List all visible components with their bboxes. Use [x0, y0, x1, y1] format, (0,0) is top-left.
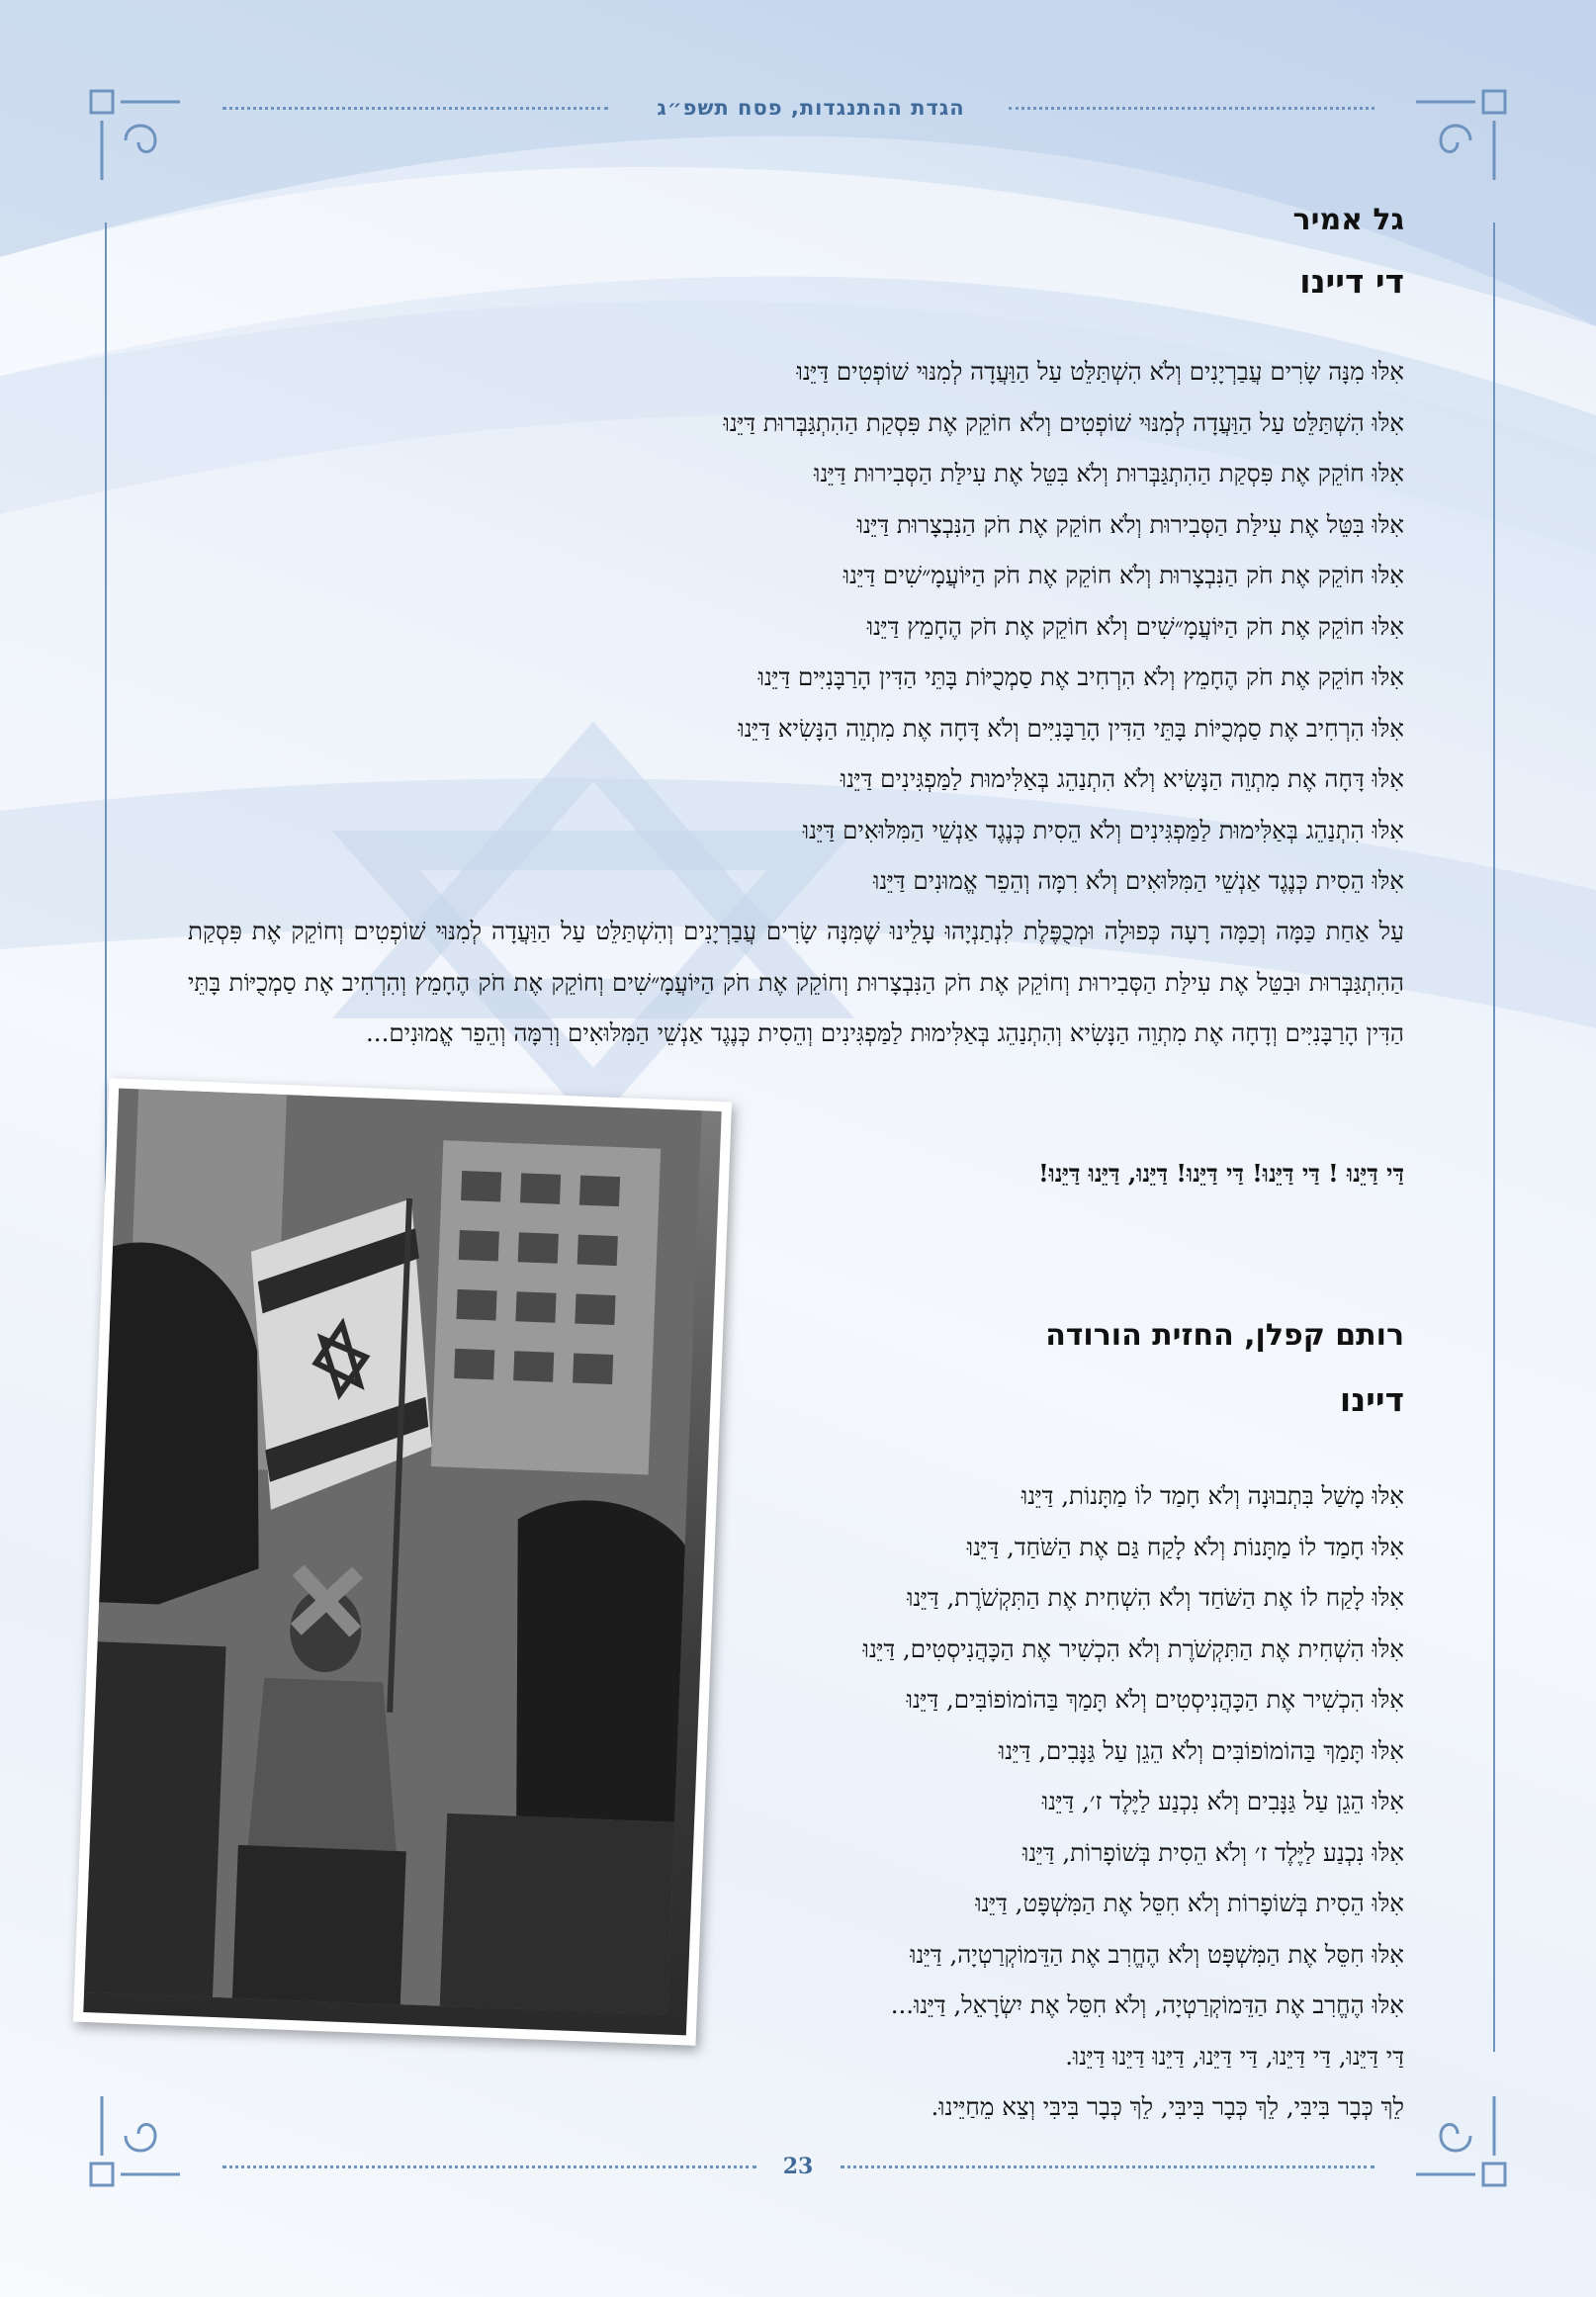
verse-line: אִלּוּ הִתְנַהֵג בְּאַלִּימוּת לַמַּפְגִּינִים וְלֹא הֵסִית כְּנֶגֶד אַנְשֵׁי הַמִּלּוּאִים דַּיֵּנוּ [802, 815, 1404, 844]
verse-line: דַּי דַּיֵּנוּ, דַּי דַּיֵּנוּ, דַּי דַּיֵּנוּ, דַּיֵּנוּ דַּיֵּנוּ דַּיֵּנוּ. [1065, 2041, 1404, 2071]
verse-line: לֵךְ כְּבָר בִּיבִּי, לֵךְ כְּבָר בִּיבִּי, לֵךְ כְּבָר בִּיבִּי וְצֵא מֵחַיֵּינוּ. [931, 2092, 1404, 2121]
page-number: 23 [782, 2154, 814, 2179]
verse-line: אִלּוּ הִשְׁחִית אֶת הַתִּקְשֹׁרֶת וְלֹא הִכְשִׁיר אֶת הַכָּהֲנִיסְטִים, דַּיֵּנוּ [862, 1634, 1404, 1663]
verse-line: אִלּוּ חוֹקֵק אֶת פִּסְקַת הַהִתְגַּבְּרוּת וְלֹא בִּטֵּל אֶת עִילַּת הַסְּבִירוּת דַּיֵּנוּ [814, 459, 1404, 487]
verse-line: אִלּוּ דָּחָה אֶת מִתְוֵה הַנָּשִׂיא וְלֹא הִתְנַהֵג בְּאַלִּימוּת לַמַּפְגִּינִים דַּיֵּנוּ [840, 764, 1404, 793]
verse-line: אִלּוּ הֵסִית בְּשׁוֹפָרוֹת וְלֹא חִסֵּל אֶת הַמִּשְׁפָּט, דַּיֵּנוּ [975, 1889, 1404, 1917]
verse-line: אִלּוּ חוֹקֵק אֶת חֹק הַנִּבְצָרוּת וְלֹא חוֹקֵק אֶת חֹק הַיּוֹעֲמָ״שִׁים דַּיֵּנוּ [842, 561, 1404, 589]
verse-line: אִלּוּ חוֹקֵק אֶת חֹק הֶחָמֵץ וְלֹא הִרְחִיב אֶת סַמְכֻיּוֹת בָּתֵּי הַדִּין הָרַבָּנִיִּים דַּיֵּנוּ [757, 663, 1404, 691]
frame-right-line [1493, 222, 1495, 2052]
verse-line: אִלּוּ הִרְחִיב אֶת סַמְכֻיּוֹת בָּתֵּי הַדִּין הָרַבָּנִיִּים וְלֹא דָּחָה אֶת מִתְוֵה הַנָּשִׂיא דַּיֵּנוּ [738, 713, 1404, 743]
verse-line: אִלּוּ הֶחֱרִב אֶת הַדֵּמוֹקְרַטְיָה, וְלֹא חִסֵּל אֶת יִשְׂרָאֵל, דַּיֵּנוּ... [890, 1990, 1404, 2019]
verse-line: אִלּוּ נִכְנַע לַיֶּלֶד ז׳ וְלֹא הֵסִית בְּשׁוֹפָרוֹת, דַּיֵּנוּ [1022, 1837, 1404, 1867]
section2-verses [593, 1470, 1404, 2133]
verse-line: אִלּוּ חִסֵּל אֶת הַמִּשְׁפָּט וְלֹא הֶחֱרִב אֶת הַדֵּמוֹקְרַטְיָה, דַּיֵּנוּ [910, 1939, 1404, 1969]
section2-title: דיינו [1339, 1380, 1404, 1419]
section1-refrain: דַּי דַּיֵּנוּ ! דַּי דַּיֵּנוּ! דַּי דַּיֵּנוּ! דַּיֵּנוּ, דַּיֵּנוּ דַּיֵּנוּ! [1038, 1159, 1404, 1188]
verse-line: אִלּוּ הִשְׁתַּלֵּט עַל הַוַּעֲדָה לְמִנּוּי שׁוֹפְטִים וְלֹא חוֹקֵק אֶת פִּסְקַת הַהִתְגַּבְּרוּת דַּיֵּנוּ [723, 407, 1404, 437]
section1-closing-paragraph: עַל אַחַת כַּמָּה וְכַמָּה רָעָה כְּפוּלָה וּמְכֻפֶּלֶת לִנְתַנְיָהוּ עָלֵינוּ שֶׁמִּנָּה שָׂרִים עֲבַרְיָנִים וְהִשְׁתַּלֵּט עַל הַוַּעֲדָה לְמִנּוּי שׁוֹפְטִים וְחוֹקֵק אֶת פִּסְקַת הַהִתְגַּבְּרוּת וּבִטֵּל אֶת עִילַּת הַסְּבִירוּת וְחוֹקֵק אֶת חֹק הַנִּבְצָרוּת וְחוֹקֵק אֶת חֹק הַיּוֹעֲמָ״שִׁים וְחוֹקֵק אֶת חֹק הֶחָמֵץ וְהִרְחִיב אֶת סַמְכֻיּוֹת בָּתֵּי הַדִּין הָרַבָּנִיִּים וְדָחָה אֶת מִתְוֵה הַנָּשִׂיא וְהִתְנַהֵג בְּאַלִּימוּת לַמַּפְגִּינִים וְהֵסִית כְּנֶגֶד אַנְשֵׁי הַמִּלּוּאִים וְרִמָּה וְהֵפֵר אֱמוּנִים... [188, 917, 1404, 1047]
section1-author: גל אמיר [1292, 203, 1404, 237]
header-dotted-line-left [222, 107, 608, 110]
footer-dotted-line-left [222, 2165, 756, 2168]
verse-line: אִלּוּ תָּמַךְ בַּהוֹמוֹפוֹבִּים וְלֹא הֵגֵן עַל גַּנָּבִים, דַּיֵּנוּ [998, 1735, 1404, 1765]
verse-line: אִלּוּ הֵגֵן עַל גַּנָּבִים וְלֹא נִכְנַע לַיֶּלֶד ז׳, דַּיֵּנוּ [1041, 1787, 1404, 1815]
section1-title: די דיינו [1299, 262, 1404, 301]
corner-ornament-top-left [81, 81, 190, 190]
verse-line: אִלּוּ חָמַד לוֹ מַתָּנוֹת וְלֹא לָקַח גַּם אֶת הַשֹּׁחַד, דַּיֵּנוּ [966, 1532, 1404, 1561]
corner-ornament-bottom-right [1406, 2086, 1515, 2195]
verse-line: אִלּוּ מִנָּה שָׂרִים עֲבַרְיָנִים וְלֹא הִשְׁתַּלֵּט עַל הַוַּעֲדָה לְמִנּוּי שׁוֹפְטִים דַּיֵּנוּ [796, 357, 1404, 386]
corner-ornament-top-right [1406, 81, 1515, 190]
header-dotted-line-right [1009, 107, 1374, 110]
section2-author: רותם קפלן, החזית הורודה [1045, 1318, 1404, 1353]
corner-ornament-bottom-left [81, 2086, 190, 2195]
verse-line: אִלּוּ לָקַח לוֹ אֶת הַשֹּׁחַד וְלֹא הִשְׁחִית אֶת הַתִּקְשֹׁרֶת, דַּיֵּנוּ [907, 1583, 1404, 1612]
verse-line: אִלּוּ הֵסִית כְּנֶגֶד אַנְשֵׁי הַמִּלּוּאִים וְלֹא רִמָּה וְהֵפֵר אֱמוּנִים דַּיֵּנוּ [873, 866, 1404, 895]
section1-verses [188, 346, 1404, 907]
verse-line: אִלּוּ בִּטֵּל אֶת עִילַּת הַסְּבִירוּת וְלֹא חוֹקֵק אֶת חֹק הַנִּבְצָרוּת דַּיֵּנוּ [856, 509, 1404, 539]
footer-dotted-line-right [841, 2165, 1374, 2168]
running-header-title: הגדת ההתנגדות, פסח תשפ״ג [657, 96, 965, 120]
verse-line: אִלּוּ חוֹקֵק אֶת חֹק הַיּוֹעֲמָ״שִׁים וְלֹא חוֹקֵק אֶת חֹק הֶחָמֵץ דַּיֵּנוּ [866, 611, 1404, 641]
verse-line: אִלּוּ מָשַׁל בִּתְבוּנָה וְלֹא חָמַד לוֹ מַתָּנוֹת, דַּיֵּנוּ [1021, 1481, 1404, 1510]
verse-line: אִלּוּ הִכְשִׁיר אֶת הַכָּהֲנִיסְטִים וְלֹא תָּמַךְ בַּהוֹמוֹפוֹבִּים, דַּיֵּנוּ [906, 1685, 1404, 1714]
